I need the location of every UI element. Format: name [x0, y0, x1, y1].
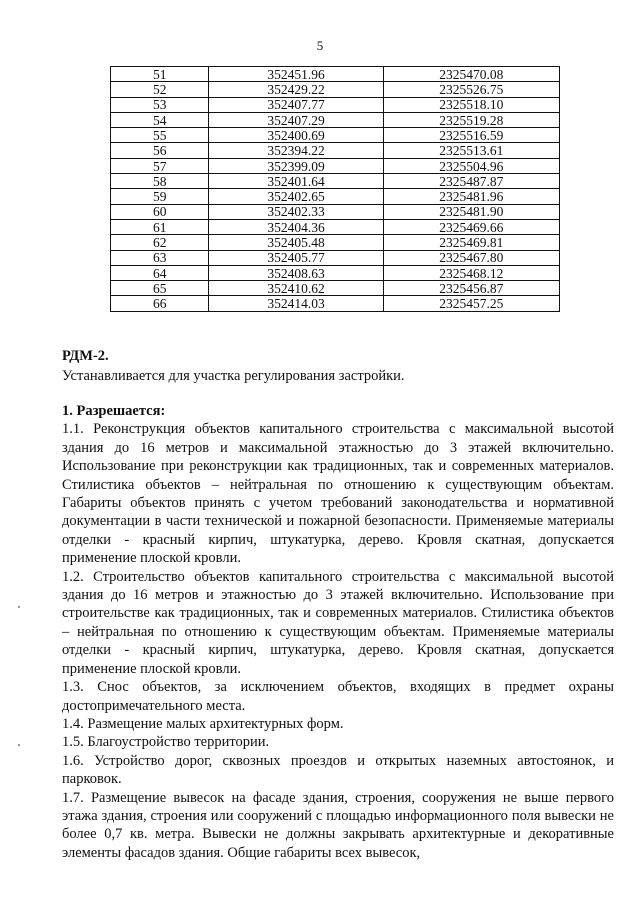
x-coordinate-cell: 352451.96 — [209, 67, 383, 82]
y-coordinate-cell: 2325470.08 — [383, 67, 559, 82]
margin-mark — [18, 606, 20, 608]
margin-mark — [18, 744, 20, 746]
table-row — [111, 219, 560, 234]
y-coordinate-cell: 2325516.59 — [383, 128, 559, 143]
permissions-heading: 1. Разрешается: — [62, 403, 166, 419]
x-coordinate-cell: 352404.36 — [209, 219, 383, 234]
point-number-cell: 61 — [111, 219, 209, 234]
paragraph-1-7: 1.7. Размещение вывесок на фасаде здания, строения, сооружения не выше первого этажа здания, строения или сооружений с площадью информационного поля вывески не более 0,7 кв. метра. Вывески не должны закрывать архитектурные и декоративные элементы фасадов здания. Общие габариты всех вывесок, — [62, 789, 614, 861]
x-coordinate-cell: 352394.22 — [209, 143, 383, 158]
x-coordinate-cell: 352399.09 — [209, 158, 383, 173]
y-coordinate-cell: 2325457.25 — [383, 296, 559, 311]
table-row — [111, 204, 560, 219]
table-row — [111, 281, 560, 296]
point-number-cell: 63 — [111, 250, 209, 265]
paragraph-1-1: 1.1. Реконструкция объектов капитального строительства с максимальной высотой здания до 16 метров и максимальной этажностью до 3 этажей включительно. Использование при реконструкции как традиционных, так и современных материалов. Стилистика объектов – нейтральная по отношению к существующим объектам. Габариты объектов принять с учетом требований законодательства и нормативной документации в части технической и пожарной безопасности. Применяемые материалы отделки - красный кирпич, штукатурка, дерево. Кровля скатная, допускается применение плоской кровли. — [62, 421, 614, 567]
page-number: 5 — [316, 38, 324, 53]
point-number-cell: 66 — [111, 296, 209, 311]
y-coordinate-cell: 2325518.10 — [383, 97, 559, 112]
table-row — [111, 265, 560, 280]
point-number-cell: 54 — [111, 112, 209, 127]
table-row — [111, 97, 560, 112]
y-coordinate-cell: 2325456.87 — [383, 281, 559, 296]
section-intro: Устанавливается для участка регулирования застройки. — [62, 368, 405, 384]
y-coordinate-cell: 2325526.75 — [383, 82, 559, 97]
y-coordinate-cell: 2325481.90 — [383, 204, 559, 219]
paragraph-1-4: 1.4. Размещение малых архитектурных форм. — [62, 715, 344, 732]
point-number-cell: 60 — [111, 204, 209, 219]
x-coordinate-cell: 352405.77 — [209, 250, 383, 265]
point-number-cell: 56 — [111, 143, 209, 158]
table-row — [111, 296, 560, 311]
y-coordinate-cell: 2325487.87 — [383, 174, 559, 189]
point-number-cell: 55 — [111, 128, 209, 143]
point-number-cell: 57 — [111, 158, 209, 173]
x-coordinate-cell: 352410.62 — [209, 281, 383, 296]
paragraph-1-6: 1.6. Устройство дорог, сквозных проездов и открытых наземных автостоянок, и парковок. — [62, 752, 614, 788]
y-coordinate-cell: 2325469.81 — [383, 235, 559, 250]
table-row — [111, 189, 560, 204]
x-coordinate-cell: 352401.64 — [209, 174, 383, 189]
point-number-cell: 59 — [111, 189, 209, 204]
y-coordinate-cell: 2325504.96 — [383, 158, 559, 173]
table-row — [111, 174, 560, 189]
table-row — [111, 82, 560, 97]
table-row — [111, 235, 560, 250]
paragraph-1-5: 1.5. Благоустройство территории. — [62, 734, 270, 751]
point-number-cell: 65 — [111, 281, 209, 296]
x-coordinate-cell: 352407.77 — [209, 97, 383, 112]
coordinates-table-body — [111, 67, 560, 312]
x-coordinate-cell: 352408.63 — [209, 265, 383, 280]
x-coordinate-cell: 352402.33 — [209, 204, 383, 219]
point-number-cell: 53 — [111, 97, 209, 112]
coordinates-table — [110, 66, 560, 312]
y-coordinate-cell: 2325467.80 — [383, 250, 559, 265]
x-coordinate-cell: 352400.69 — [209, 128, 383, 143]
y-coordinate-cell: 2325468.12 — [383, 265, 559, 280]
y-coordinate-cell: 2325519.28 — [383, 112, 559, 127]
point-number-cell: 64 — [111, 265, 209, 280]
y-coordinate-cell: 2325469.66 — [383, 219, 559, 234]
point-number-cell: 62 — [111, 235, 209, 250]
table-row — [111, 67, 560, 82]
table-row — [111, 112, 560, 127]
paragraph-1-3: 1.3. Снос объектов, за исключением объектов, входящих в предмет охраны достопримечательного места. — [62, 679, 614, 714]
table-row — [111, 158, 560, 173]
point-number-cell: 58 — [111, 174, 209, 189]
paragraph-1-2: 1.2. Строительство объектов капитального строительства с максимальной высотой здания до 16 метров и этажностью до 3 этажей включительно. Использование при строительстве как традиционных, так и современных материалов. Стилистика объектов – нейтральная по отношению к существующим объектам. Применяемые материалы отделки - красный кирпич, штукатурка, дерево. Кровля скатная, допускается применение плоской кровли. — [62, 568, 614, 677]
x-coordinate-cell: 352414.03 — [209, 296, 383, 311]
x-coordinate-cell: 352407.29 — [209, 112, 383, 127]
x-coordinate-cell: 352405.48 — [209, 235, 383, 250]
y-coordinate-cell: 2325513.61 — [383, 143, 559, 158]
section-title: РДМ-2. — [62, 348, 109, 364]
point-number-cell: 51 — [111, 67, 209, 82]
table-row — [111, 250, 560, 265]
x-coordinate-cell: 352429.22 — [209, 82, 383, 97]
point-number-cell: 52 — [111, 82, 209, 97]
table-row — [111, 128, 560, 143]
table-row — [111, 143, 560, 158]
y-coordinate-cell: 2325481.96 — [383, 189, 559, 204]
x-coordinate-cell: 352402.65 — [209, 189, 383, 204]
permissions-text — [62, 402, 614, 862]
